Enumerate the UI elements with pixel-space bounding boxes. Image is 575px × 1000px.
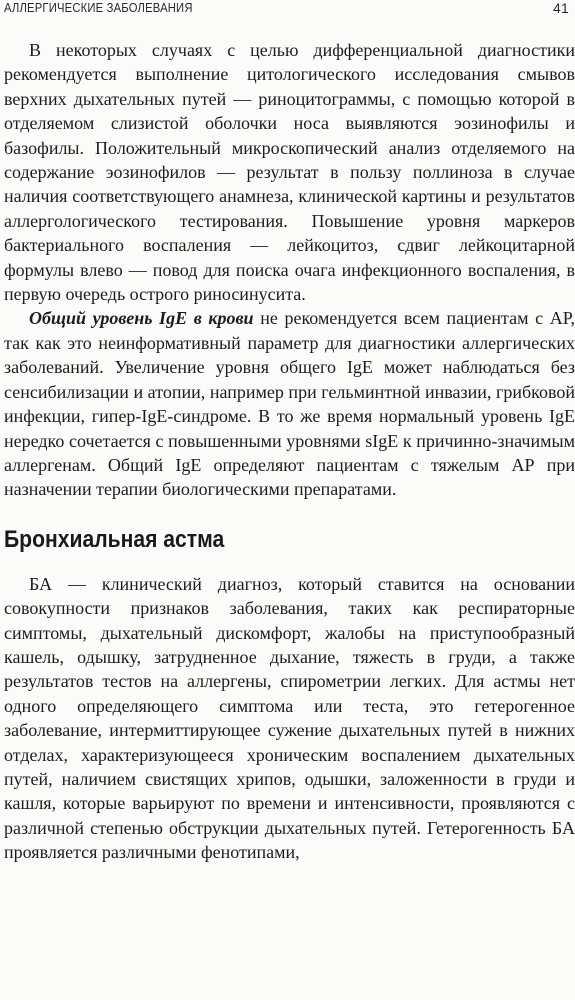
body-text (4, 38, 575, 502)
paragraph-cytology: В некоторых случаях с целью дифференциальной диагностики рекомендуется выполнение цитологического исследования смывов верхних дыхательных путей — риноцитограммы, с помощью которой в отделяемом слизистой оболочки носа выявляются эозинофилы и базофилы. Положительный микроскопический анализ отделяемого на содержание эозинофилов — результат в пользу поллиноза в случае наличия соответствующего анамнеза, клинической картины и результатов аллергологического тестирования. Повышение уровня маркеров бактериального воспаления — лейкоцитоз, сдвиг лейкоцитарной формулы влево — повод для поиска очага инфекционного воспаления, в первую очередь острого риносинусита. (4, 40, 575, 305)
paragraph-total-ige-body: не рекомендуется всем пациентам с АР, так как это неинформативный параметр для диагностики аллергических заболеваний. Увеличение уровня общего IgE может наблюдаться без сенсибилизации и атопии, например при гельминтной инвазии, грибковой инфекции, гипер-IgE-синдроме. В то же время нормальный уровень IgE нередко сочетается с повышенными уровнями sIgE к причинно-значимым аллергенам. Общий IgE определяют пациентам с тяжелым АР при назначении терапии биологическими препаратами. (4, 308, 575, 500)
running-title: АЛЛЕРГИЧЕСКИЕ ЗАБОЛЕВАНИЯ (4, 1, 193, 15)
section-heading: Бронхиальная астма (4, 525, 225, 553)
page-number: 41 (553, 0, 569, 16)
paragraph-total-ige (4, 306, 575, 501)
body-text-asthma (4, 572, 575, 865)
running-header (4, 0, 575, 20)
paragraph-lead-emphasis: Общий уровень IgE в крови (29, 308, 254, 329)
paragraph-asthma: БА — клинический диагноз, который ставится на основании совокупности признаков заболевания, таких как респираторные симптомы, дыхательный дискомфорт, жалобы на приступообразный кашель, одышку, затрудненное дыхание, тяжесть в груди, а также результатов тестов на аллергены, спирометрии легких. Для астмы нет одного определяющего симптома или теста, это гетерогенное заболевание, интермиттирующее сужение дыхательных путей в нижних отделах, характеризующееся хроническим воспалением дыхательных путей, наличием свистящих хрипов, одышки, заложенности в груди и кашля, которые варьируют по времени и интенсивности, проявляются с различной степенью обструкции дыхательных путей. Гетерогенность БА проявляется различными фенотипами, (4, 573, 575, 863)
